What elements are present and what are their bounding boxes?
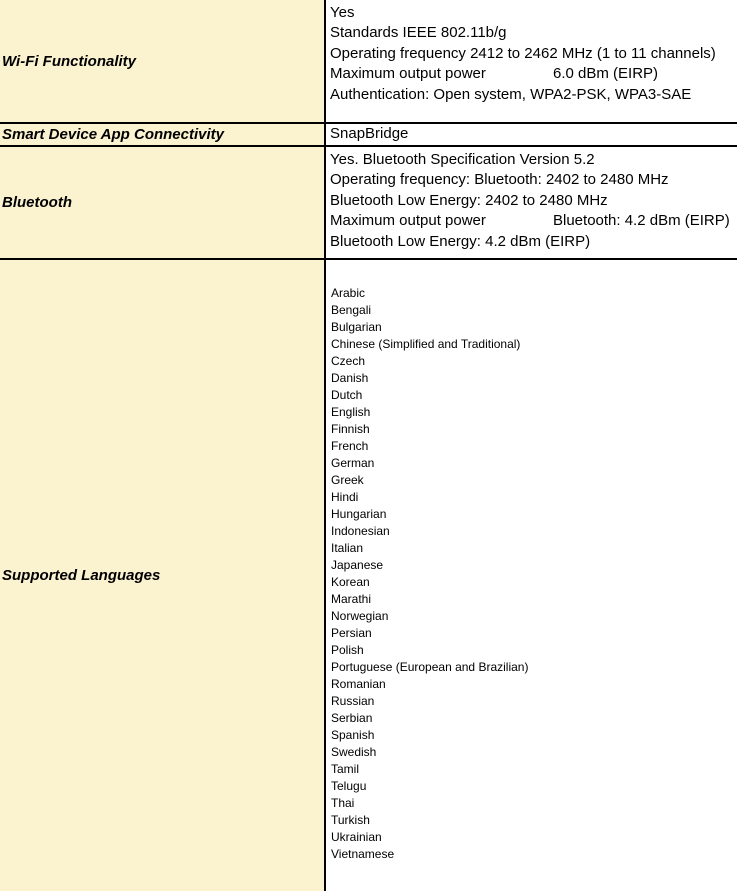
- bluetooth-version-line: Yes. Bluetooth Specification Version 5.2: [330, 151, 595, 168]
- language-item: Ukrainian: [331, 830, 382, 844]
- language-item: Hindi: [331, 490, 359, 504]
- language-item: Chinese (Simplified and Traditional): [331, 337, 521, 351]
- language-item: Turkish: [331, 813, 370, 827]
- wifi-value-cell: [326, 0, 737, 124]
- language-item: Vietnamese: [331, 847, 395, 861]
- language-item: Greek: [331, 473, 364, 487]
- language-item: Romanian: [331, 677, 386, 691]
- language-item: Polish: [331, 643, 364, 657]
- languages-value-cell: [326, 260, 737, 891]
- language-item: Japanese: [331, 558, 384, 572]
- wifi-authentication-line: Authentication: Open system, WPA2-PSK, WPA3-SAE: [330, 85, 692, 103]
- bluetooth-ble-power-line: Bluetooth Low Energy: 4.2 dBm (EIRP): [330, 232, 591, 250]
- language-item: Danish: [331, 371, 369, 385]
- language-item: Czech: [331, 354, 366, 368]
- wifi-frequency-line: Operating frequency 2412 to 2462 MHz (1 to 11 channels): [330, 44, 716, 62]
- language-item: Tamil: [331, 762, 360, 776]
- bluetooth-frequency-line: Operating frequency: Bluetooth: 2402 to 2480 MHz: [330, 171, 669, 189]
- language-item: Telugu: [331, 779, 367, 793]
- language-item: German: [331, 456, 375, 470]
- bluetooth-label: Bluetooth: [2, 194, 72, 211]
- language-item: Norwegian: [331, 609, 389, 623]
- language-item: Swedish: [331, 745, 377, 759]
- snapbridge-value: SnapBridge: [330, 125, 409, 143]
- wifi-label-cell: [0, 0, 326, 124]
- wifi-standards-line: Standards IEEE 802.11b/g: [330, 24, 507, 42]
- bluetooth-power-line: [330, 211, 735, 231]
- bluetooth-value-cell: [326, 147, 737, 260]
- bluetooth-power-value: Bluetooth: 4.2 dBm (EIRP): [553, 212, 730, 230]
- language-item: Korean: [331, 575, 370, 589]
- language-item: Arabic: [331, 286, 366, 300]
- language-item: Finnish: [331, 422, 370, 436]
- language-item: Russian: [331, 694, 375, 708]
- language-item: Thai: [331, 796, 355, 810]
- smart-device-label-cell: [0, 124, 326, 147]
- language-item: Serbian: [331, 711, 373, 725]
- language-item: Bulgarian: [331, 320, 382, 334]
- language-item: English: [331, 405, 371, 419]
- language-item: Bengali: [331, 303, 372, 317]
- language-item: Dutch: [331, 388, 363, 402]
- wifi-power-value: 6.0 dBm (EIRP): [553, 65, 659, 83]
- smart-device-value-cell: [326, 124, 737, 147]
- bluetooth-ble-frequency-line: Bluetooth Low Energy: 2402 to 2480 MHz: [330, 191, 608, 209]
- language-item: French: [331, 439, 369, 453]
- wifi-enabled-line: Yes: [330, 4, 355, 21]
- language-item: Portuguese (European and Brazilian): [331, 660, 529, 674]
- smart-device-connectivity-label: Smart Device App Connectivity: [2, 126, 225, 143]
- languages-label-cell: [0, 260, 326, 891]
- language-item: Persian: [331, 626, 372, 640]
- wifi-functionality-label: Wi-Fi Functionality: [2, 52, 137, 70]
- language-item: Hungarian: [331, 507, 387, 521]
- language-item: Italian: [331, 541, 364, 555]
- bluetooth-power-label: Maximum output power: [330, 212, 486, 230]
- wifi-power-line: [330, 64, 735, 84]
- language-item: Indonesian: [331, 524, 390, 538]
- language-item: Spanish: [331, 728, 375, 742]
- supported-languages-label: Supported Languages: [2, 567, 161, 584]
- wifi-power-label: Maximum output power: [330, 65, 486, 83]
- language-item: Marathi: [331, 592, 372, 606]
- bluetooth-label-cell: [0, 147, 326, 260]
